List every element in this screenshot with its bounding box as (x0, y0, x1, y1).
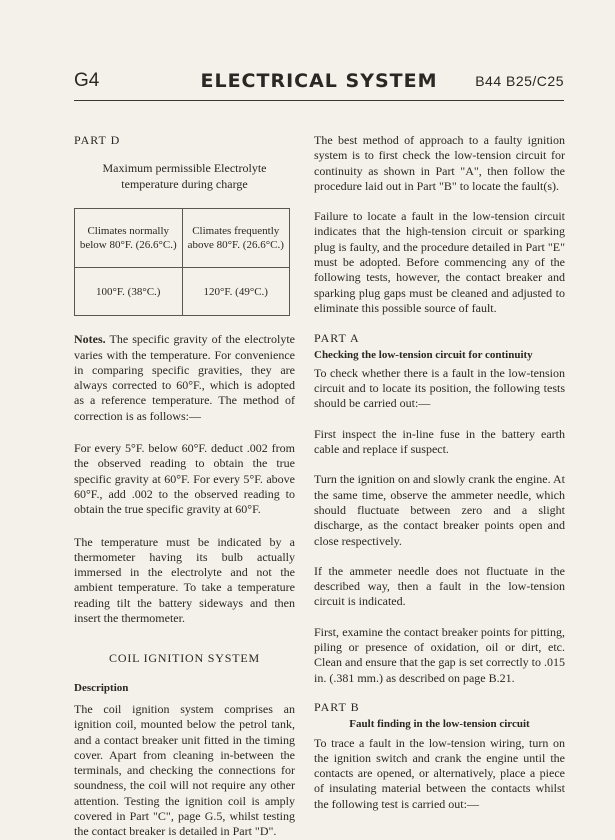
part-a-intro-paragraph: To check whether there is a fault in the low-tension circuit and to locate its position, the following tests should be carried out:— (314, 365, 565, 411)
electrolyte-temperature-table (74, 208, 290, 316)
description-heading: Description (74, 681, 129, 694)
table-caption: Maximum permissible Electrolyte temperature during charge (102, 161, 267, 191)
part-b-heading: PART B (314, 699, 360, 714)
failure-paragraph: Failure to locate a fault in the low-tension circuit indicates that the high-tension circuit or sparking plug is faulty, and the procedure detailed in Part "E" must be adopted. Before commencing any of the following tests, however, the contact breaker and sparking plug gaps must be cleaned and adjusted to eliminate this possible source of fault. (314, 209, 565, 315)
page-number: G4 (74, 70, 100, 91)
correction-paragraph: For every 5°F. below 60°F. deduct .002 from the observed reading to obtain the true specific gravity at 60°F. For every 5°F. above 60°F., add .002 to the observed reading to obtain the true specific gravity at 60°F. (74, 441, 295, 517)
description-paragraph: The coil ignition system comprises an ignition coil, mounted below the petrol tank, and a contact breaker unit fitted in the timing cover. Apart from cleaning in-between the terminals, and checking the connections for soundness, the coil will not require any other attention. Testing the ignition coil is amply covered in Part "C", page G.5, whilst testing the contact breaker is detailed in Part "D". (74, 701, 295, 839)
notes-label: Notes. (74, 332, 106, 347)
page-title: ELECTRICAL SYSTEM (200, 70, 438, 92)
model-codes: B44 B25/C25 (475, 73, 564, 89)
table-value-cell: 120°F. (49°C.) (182, 268, 290, 316)
left-column (74, 133, 295, 840)
page-header (74, 70, 564, 94)
table-header-cell: Climates frequently above 80°F. (26.6°C.) (182, 209, 290, 268)
table-value-cell: 100°F. (38°C.) (75, 268, 183, 316)
thermometer-paragraph: The temperature must be indicated by a thermometer having its bulb actually immersed in the electrolyte and not the ambient temperature. To take a temperature reading tilt the battery sideways and then insert the thermometer. (74, 534, 295, 626)
part-b-paragraph: To trace a fault in the low-tension wiring, turn on the ignition switch and crank the engine until the contacts are opened, or alternatively, place a piece of insulating material between the contacts whilst the following test is carried out:— (314, 735, 565, 811)
part-b-subheading: Fault finding in the low-tension circuit (349, 718, 530, 731)
header-rule (74, 100, 564, 101)
part-a-subheading: Checking the low-tension circuit for continuity (314, 348, 533, 361)
right-column (314, 133, 565, 812)
notes-text: The specific gravity of the electrolyte varies with the temperature. For convenience in comparing specific gravities, they are always corrected to 60°F., which is adopted as a reference temperature. The method of correction is as follows:— (74, 332, 295, 423)
part-a-heading: PART A (314, 331, 360, 346)
examine-paragraph: First, examine the contact breaker points for pitting, piling or presence of oxidation, oil or dirt, etc. Clean and ensure that the gap is set correctly to .015 in. (.381 mm.) as described on page B.21. (314, 624, 565, 685)
fuse-paragraph: First inspect the in-line fuse in the battery earth cable and replace if suspect. (314, 426, 565, 457)
approach-paragraph: The best method of approach to a faulty ignition system is to first check the low-tension circuit for continuity as shown in Part "A", then follow the procedure laid out in Part "B" to locate the fault(s). (314, 133, 565, 193)
ammeter-paragraph: Turn the ignition on and slowly crank the engine. At the same time, observe the ammeter needle, which should fluctuate between zero and a slight discharge, as the contact breaker points open and close respectively. (314, 472, 565, 548)
table-header-cell: Climates normally below 80°F. (26.6°C.) (75, 209, 183, 268)
notes-paragraph (74, 332, 295, 424)
no-fluctuate-paragraph: If the ammeter needle does not fluctuate in the described way, then a fault in the low-tension circuit is indicated. (314, 563, 565, 609)
coil-ignition-heading: COIL IGNITION SYSTEM (109, 651, 260, 666)
part-d-heading: PART D (74, 133, 121, 147)
